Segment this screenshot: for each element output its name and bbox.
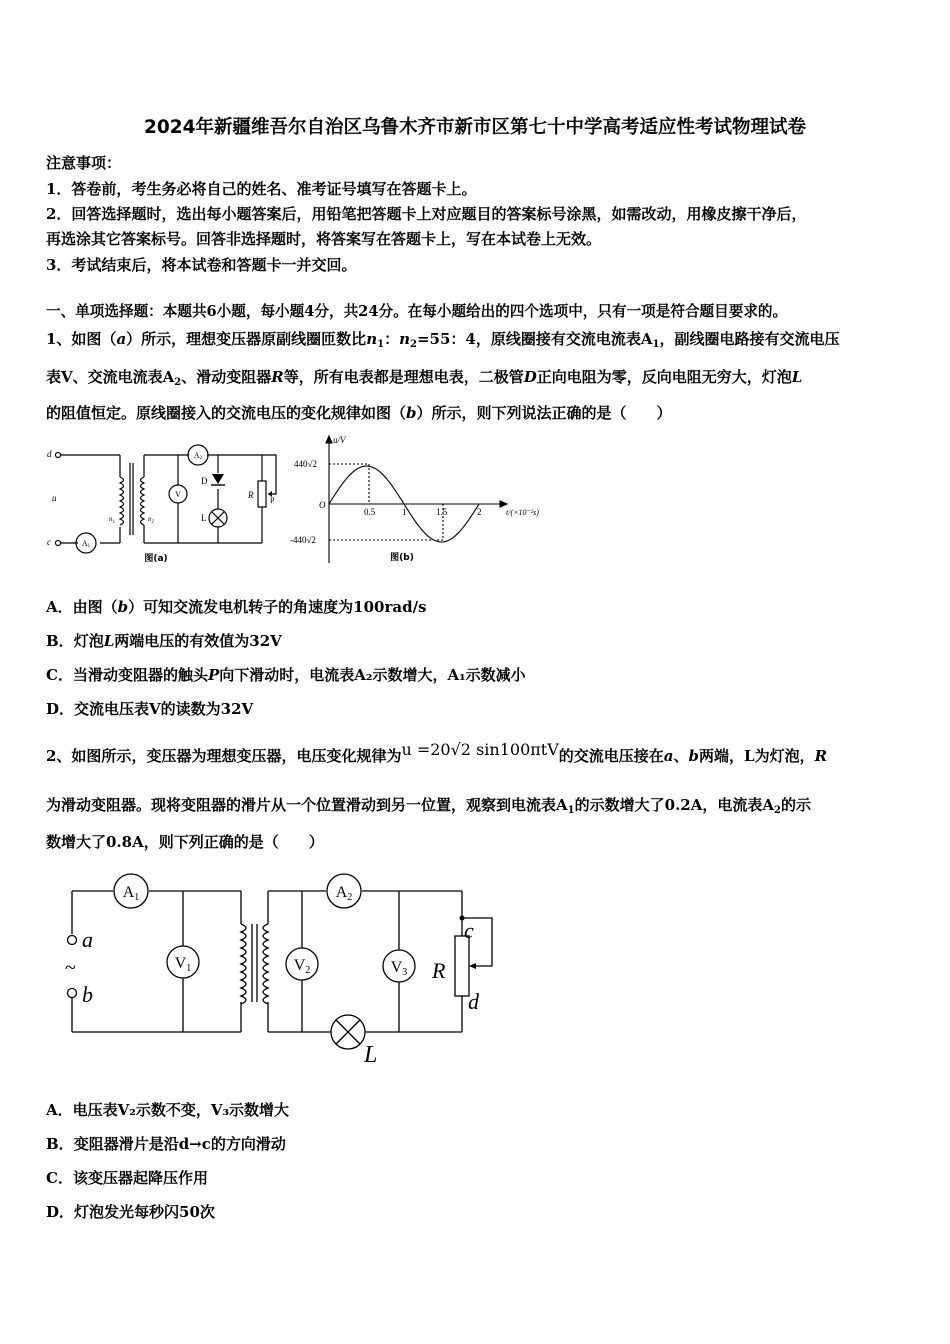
svg-text:A2: A2 [193,451,203,461]
svg-text:1.5: 1.5 [436,507,448,517]
q2-line1: 2、如图所示，变压器为理想变压器，电压变化规律为u =20√2 sin100πtV的交流电压接在a、b两端，L为灯泡，R [46,740,828,765]
svg-text:440√2: 440√2 [294,459,317,469]
svg-text:L: L [201,513,207,523]
svg-text:D: D [201,476,208,486]
svg-text:V1: V1 [174,955,192,974]
svg-text:V3: V3 [390,959,408,978]
figure-a-circuit [44,437,284,567]
svg-text:V: V [175,490,181,499]
svg-text:2: 2 [477,507,482,517]
svg-text:c: c [464,918,474,943]
svg-text:1: 1 [402,507,407,517]
svg-text:d: d [47,449,52,459]
svg-text:b: b [82,982,93,1007]
q2-option-c[interactable]: C．该变压器起降压作用 [46,1169,208,1187]
svg-text:a: a [82,927,93,952]
q1-line3: 的阻值恒定。原线圈接入的交流电压的变化规律如图（b）所示，则下列说法正确的是（ ） [46,404,672,422]
svg-text:图(a): 图(a) [144,554,168,564]
svg-text:A1: A1 [122,884,140,903]
q1-line1: 1、如图（a）所示，理想变压器原副线圈匝数比$n_1$：$n_2=55$：4，原线圈接有交流电流表$A_1$，副线圈电路接有交流电压 [46,330,840,350]
svg-text:c: c [47,537,51,547]
q2-option-b[interactable]: B．变阻器滑片是沿d→c的方向滑动 [46,1135,286,1153]
q2-line3: 数增大了0.8A，则下列正确的是（ ） [46,833,324,851]
notice-item: 再选涂其它答案标号。回答非选择题时，将答案写在答题卡上，写在本试卷上无效。 [46,230,602,248]
svg-text:图(b): 图(b) [390,553,414,563]
svg-text:L: L [364,1042,378,1068]
q1-line2: 表V、交流电流表$A_2$、滑动变阻器R等，所有电表都是理想电表，二极管D正向电阻为零，反向电阻无穷大，灯泡L [46,368,803,388]
q1-option-b[interactable]: B．灯泡L两端电压的有效值为32V [46,632,282,650]
svg-text:A2: A2 [335,884,353,903]
svg-text:P: P [270,496,275,505]
figure-b-voltage-graph [286,433,556,568]
page-title: 2024年新疆维吾尔自治区乌鲁木齐市新市区第七十中学高考适应性考试物理试卷 [144,117,806,138]
svg-text:O: O [319,500,326,510]
q1-option-d[interactable]: D．交流电压表V的读数为32V [46,700,254,718]
q1-option-c[interactable]: C．当滑动变阻器的触头P向下滑动时，电流表A₂示数增大，A₁示数减小 [46,666,526,684]
section-heading: 一、单项选择题：本题共6小题，每小题4分，共24分。在每小题给出的四个选项中，只有一项是符合题目要求的。 [46,303,788,320]
q2-option-d[interactable]: D．灯泡发光每秒闪50次 [46,1203,215,1221]
svg-text:A1: A1 [81,539,91,549]
svg-text:~: ~ [65,957,76,979]
svg-text:t/(×10⁻²s): t/(×10⁻²s) [506,508,539,517]
svg-text:u: u [52,493,57,503]
notice-heading: 注意事项： [46,154,122,172]
svg-text:V2: V2 [293,957,311,976]
q2-line2: 为滑动变阻器。现将变阻器的滑片从一个位置滑动到另一位置，观察到电流表$A_1$的示数增大了0.2A，电流表$A_2$的示 [46,796,811,816]
q2-option-a[interactable]: A．电压表V₂示数不变，V₃示数增大 [46,1101,290,1119]
notice-item: 1．答卷前，考生务必将自己的姓名、准考证号填写在答题卡上。 [46,180,477,198]
svg-text:n2: $n_2$ [148,515,154,525]
svg-text:0.5: 0.5 [364,507,376,517]
svg-text:R: R [248,490,254,500]
svg-text:R: R [432,958,446,983]
svg-text:u/V: u/V [333,435,346,445]
notice-item: 3．考试结束后，将本试卷和答题卡一并交回。 [46,256,357,274]
svg-text:d: d [468,989,479,1014]
svg-text:-440√2: -440√2 [290,535,316,545]
notice-item: 2．回答选择题时，选出每小题答案后，用铅笔把答题卡上对应题目的答案标号涂黑，如需改动，用橡皮擦干净后， [46,205,807,223]
voltage-formula: u =20√2 sin100πtV [401,740,559,759]
figure-q2-circuit [58,866,508,1071]
q1-option-a[interactable]: A．由图（b）可知交流发电机转子的角速度为100rad/s [46,598,427,616]
svg-text:n1: $n_1$ [109,515,115,525]
